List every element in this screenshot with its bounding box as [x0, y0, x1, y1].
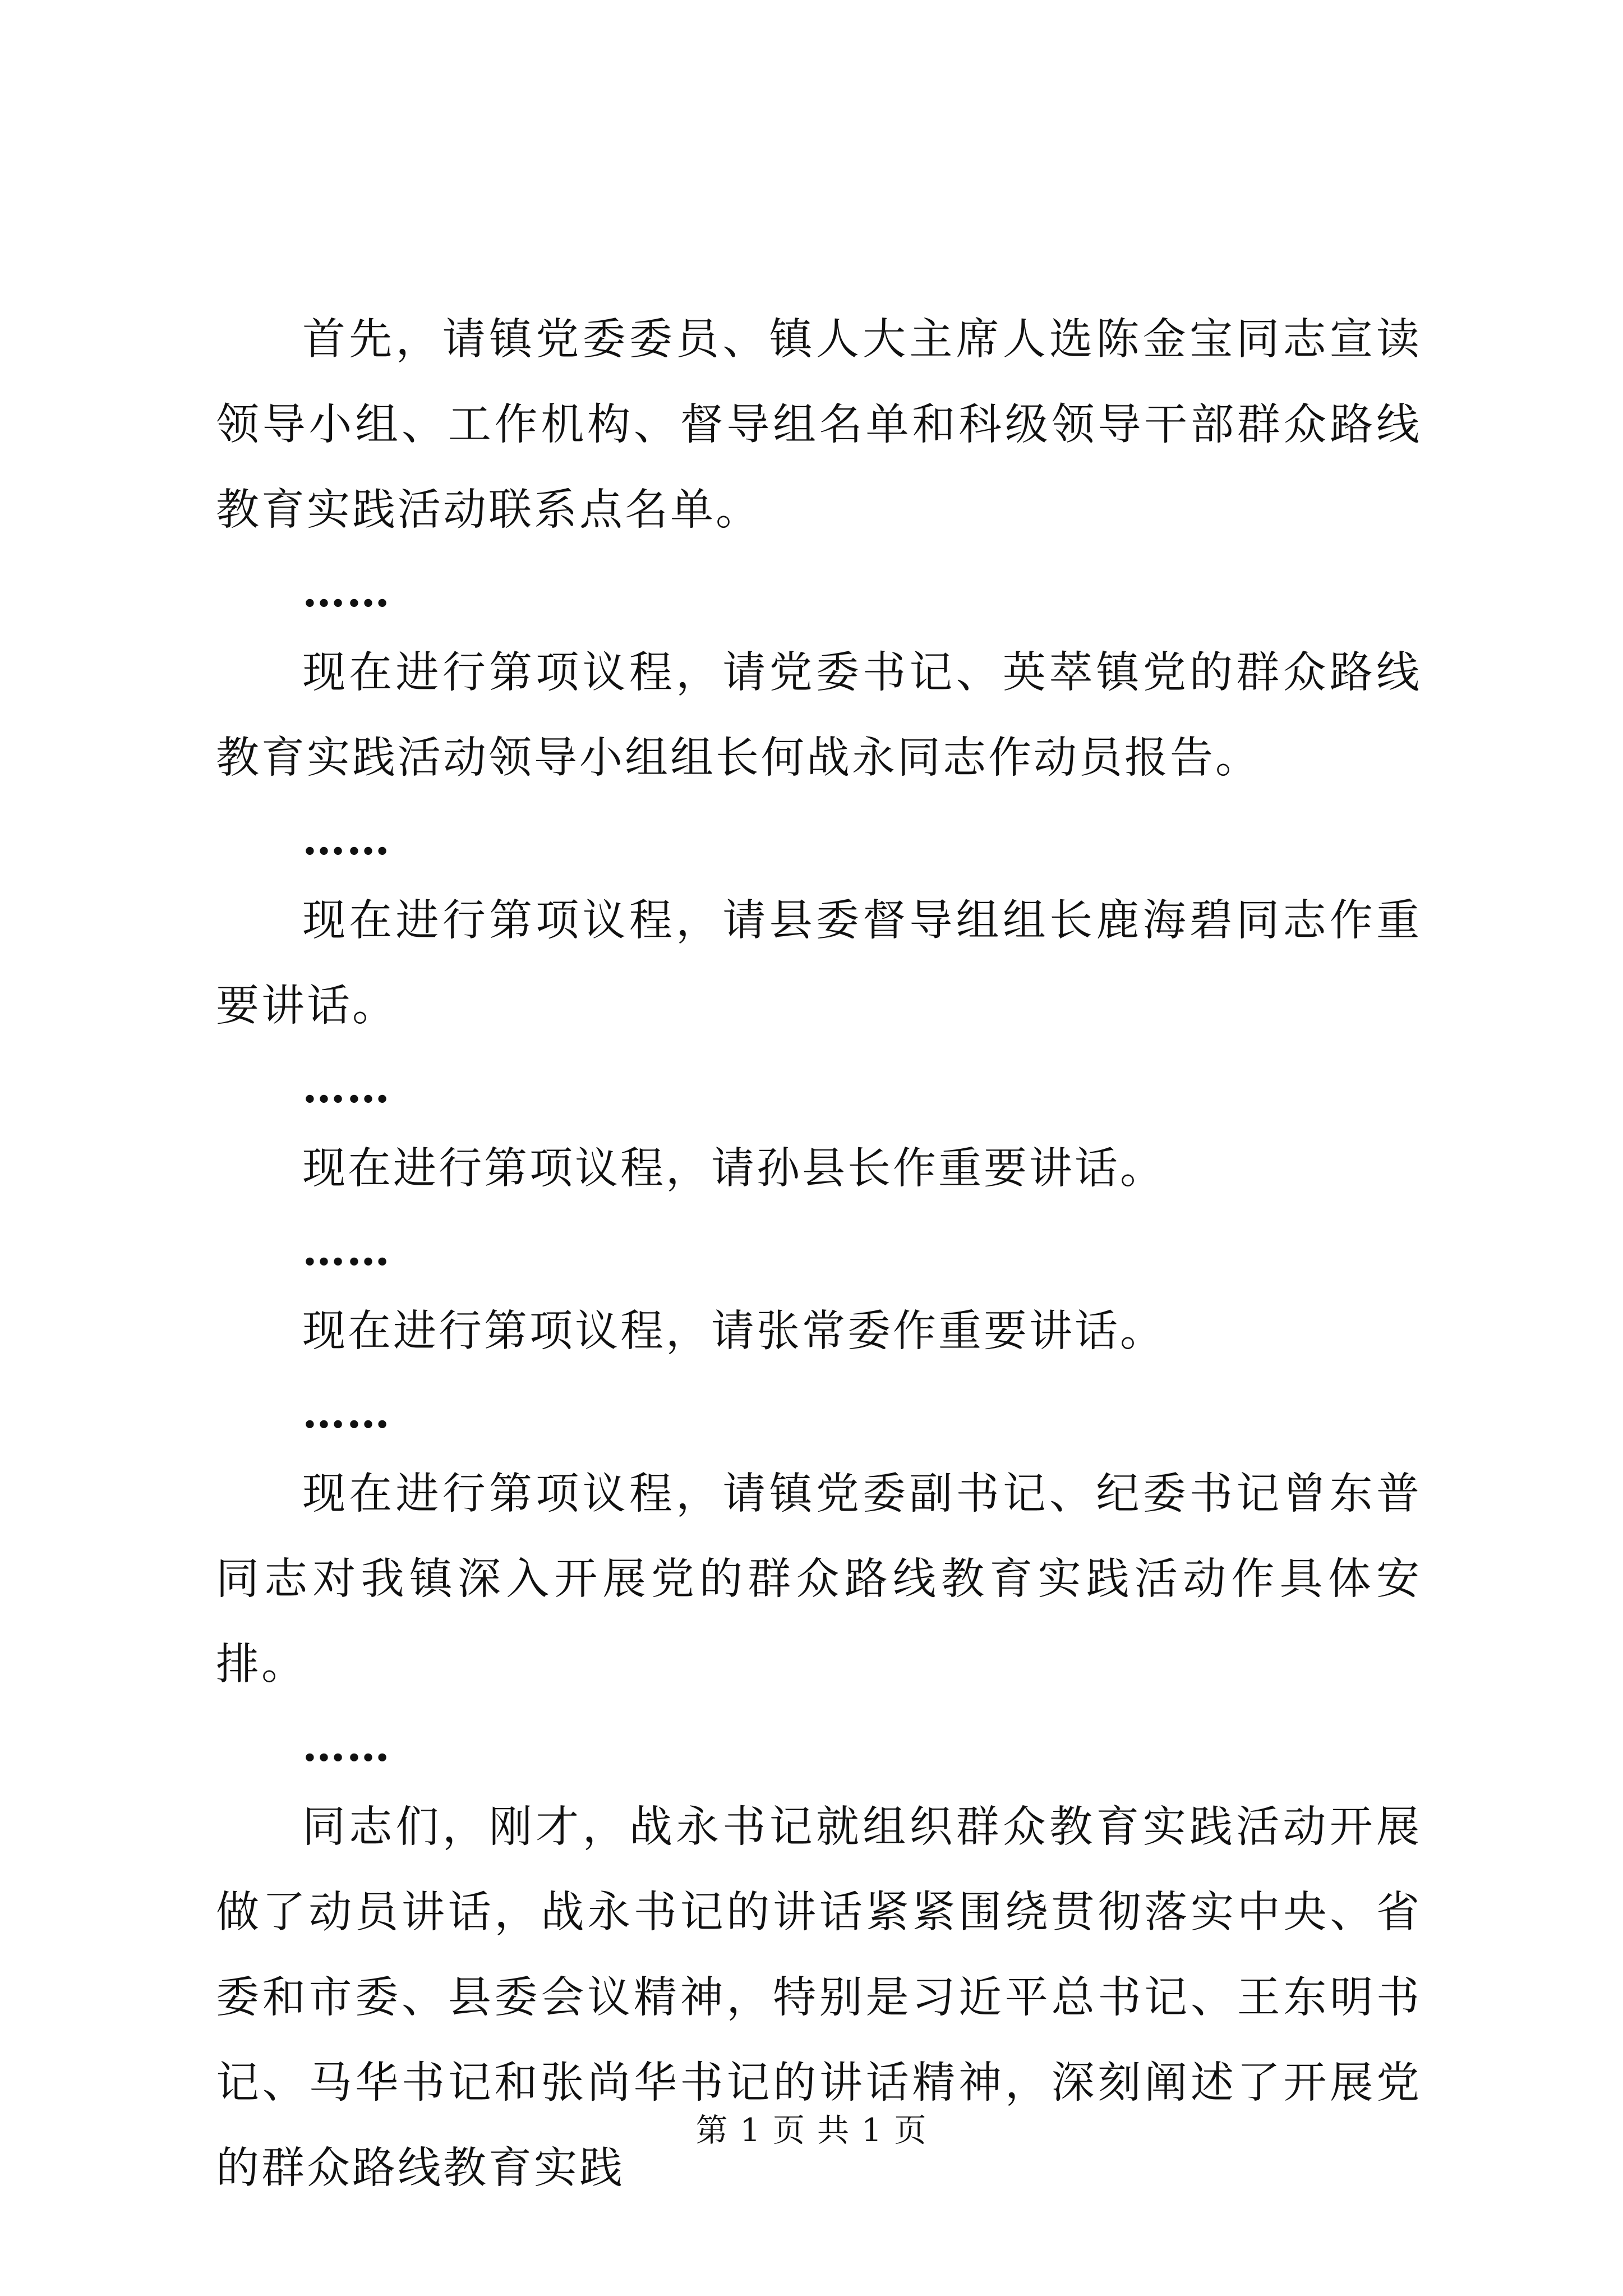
document-body	[216, 297, 1422, 2211]
paragraph: 现在进行第项议程，请孙县长作重要讲话。	[302, 1144, 1165, 1194]
ellipsis-line: ……	[302, 1225, 391, 1276]
paragraph: 首先，请镇党委委员、镇人大主席人选陈金宝同志宣读领导小组、工作机构、督导组名单和科级领导干部群众路线教育实践活动联系点名单。	[216, 315, 1422, 535]
paragraph: 现在进行第项议程，请党委书记、英萃镇党的群众路线教育实践活动领导小组组长何战永同志作动员报告。	[216, 648, 1422, 783]
paragraph: 现在进行第项议程，请镇党委副书记、纪委书记曾东普同志对我镇深入开展党的群众路线教育实践活动作具体安排。	[216, 1469, 1422, 1690]
ellipsis-line: ……	[302, 1388, 391, 1438]
ellipsis-line: ……	[302, 567, 391, 617]
ellipsis-line: ……	[302, 1062, 391, 1113]
paragraph: 现在进行第项议程，请张常委作重要讲话。	[302, 1306, 1165, 1356]
paragraph: 现在进行第项议程，请县委督导组组长鹿海碧同志作重要讲话。	[216, 896, 1422, 1031]
paragraph: 同志们，刚才，战永书记就组织群众教育实践活动开展做了动员讲话，战永书记的讲话紧紧围绕贯彻落实中央、省委和市委、县委会议精神，特别是习近平总书记、王东明书记、马华书记和张尚华书记的讲话精神，深刻阐述了开展党的群众路线教育实践	[216, 1802, 1422, 2193]
page-footer: 第 1 页 共 1 页	[695, 2112, 928, 2149]
ellipsis-line: ……	[302, 815, 391, 865]
ellipsis-line: ……	[302, 1721, 391, 1772]
